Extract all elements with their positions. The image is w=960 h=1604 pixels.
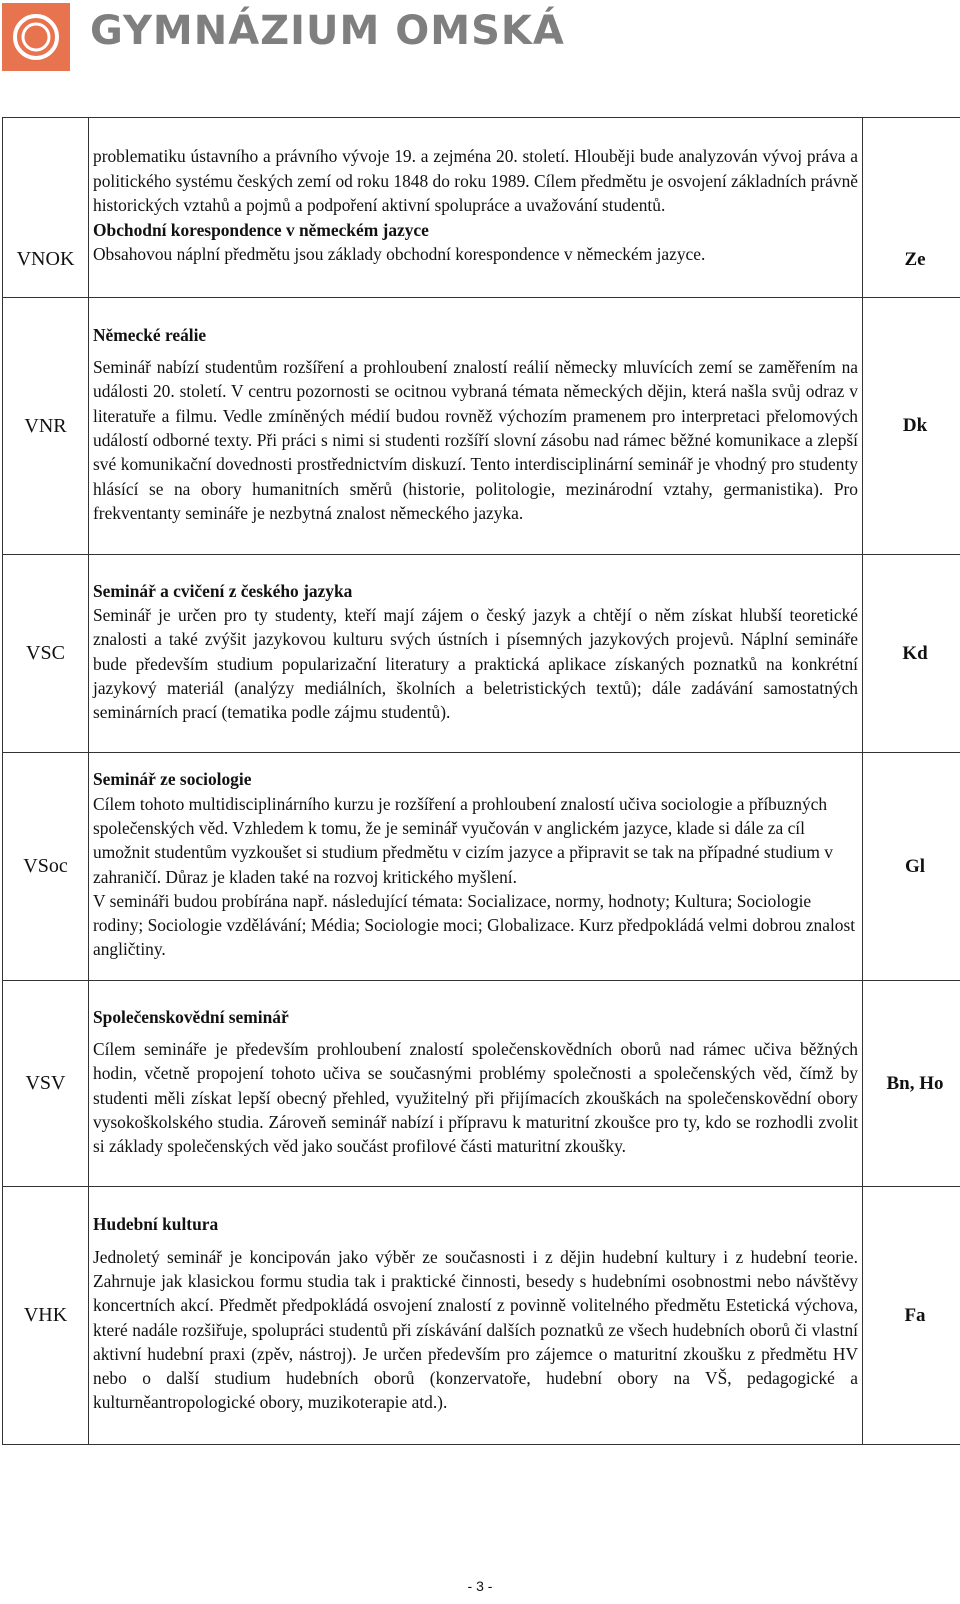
course-teacher: Dk bbox=[863, 298, 960, 555]
circle-logo-icon bbox=[2, 3, 70, 71]
school-logo bbox=[2, 3, 70, 71]
course-description bbox=[89, 555, 863, 753]
course-description bbox=[89, 118, 863, 298]
course-description bbox=[89, 981, 863, 1187]
course-code: VSoc bbox=[3, 753, 89, 981]
course-title: Seminář ze sociologie bbox=[93, 769, 252, 790]
table-row bbox=[3, 753, 960, 981]
course-code: VSV bbox=[3, 981, 89, 1187]
course-title: Obchodní korespondence v německém jazyce bbox=[93, 220, 429, 241]
school-name: GYMNÁZIUM OMSKÁ bbox=[90, 8, 565, 54]
course-description bbox=[89, 298, 863, 555]
course-text: Cílem tohoto multidisciplinárního kurzu je rozšíření a prohloubení znalostí učiva sociologie a příbuzných společenských věd. Vzhledem k tomu, že je seminář vyučován v anglickém jazyce, klade si dále za cíl umožnit studentům vyzkoušet si studium předmětu v cizím jazyce a připravit se tak na případné studium v zahraničí. Důraz je kladen také na rozvoj kritického myšlení. bbox=[93, 793, 833, 887]
course-text: Seminář je určen pro ty studenty, kteří mají zájem o český jazyk a chtějí o něm získat hlubší teoretické znalosti a také zvýšit jazykovou kulturu svých ústních i písemných jazykových projevů. Náplní semináře bude především studium popularizační literatury a praktická aplikace získaných poznatků na konkrétní jazykový materiál (analýzy mediálních, školních a beletristických textů); dále zadávání samostatných seminárních prací (tematika podle zájmu studentů). bbox=[93, 604, 858, 723]
course-description bbox=[89, 1187, 863, 1445]
course-teacher: Ze bbox=[863, 118, 960, 298]
course-code: VNR bbox=[3, 298, 89, 555]
course-teacher: Fa bbox=[863, 1187, 960, 1445]
course-description bbox=[89, 753, 863, 981]
course-title: Hudební kultura bbox=[93, 1214, 219, 1235]
course-text: V semináři budou probírána např. následující témata: Socializace, normy, hodnoty; Kultura; Sociologie rodiny; Sociologie vzdělávání; Média; Sociologie moci; Globalizace. Kurz předpokládá velmi dobrou znalost angličtiny. bbox=[93, 890, 856, 960]
course-code: VNOK bbox=[3, 118, 89, 298]
table-row bbox=[3, 118, 960, 298]
course-title: Seminář a cvičení z českého jazyka bbox=[93, 580, 353, 601]
table-row bbox=[3, 981, 960, 1187]
course-text: Cílem semináře je především prohloubení znalostí společenskovědních oborů nad rámec učiva běžných hodin, včetně propojení tohoto učiva se současnými problémy společnosti a společenských věd, čímž by studenti měli získat lepší obecný přehled, využitelný při přijímacích zkouškách na společenskovědní obory vysokoškolského studia. Zároveň seminář nabízí i přípravu k maturitní zkoušce pro ty, kdo se rozhodli zvolit si základy společenských věd jako součást profilové části maturitní zkoušky. bbox=[93, 1038, 858, 1157]
course-text: Jednoletý seminář je koncipován jako výběr ze současnosti i z dějin hudební kultury i z hudební teorie. Zahrnuje jak klasickou formu studia tak i praktické činnosti, besedy s hudebními osobnostmi nebo návštěvy koncertních akcí. Předmět předpokládá osvojení znalostí z povinně volitelného předmětu Estetická výchova, které nadále rozšiřuje, spolupráci studentů při získávání dalších poznatků ze všech hudebních oborů či vlastní aktivní hudební praxi (zpěv, nástroj). Je určen především pro zájemce o maturitní zkoušku z předmětu HV nebo o další studium hudebních oborů (konzervatoře, hudební obory na VŠ, pedagogické a kulturněantropologické obory, muzikoterapie atd.). bbox=[93, 1246, 858, 1413]
table-row bbox=[3, 555, 960, 753]
course-code: VSC bbox=[3, 555, 89, 753]
course-text: Obsahovou náplní předmětu jsou základy obchodní korespondence v německém jazyce. bbox=[93, 244, 706, 265]
page-header bbox=[0, 0, 960, 80]
course-text: Seminář nabízí studentům rozšíření a prohloubení znalostí reálií německy mluvících zemí se zaměřením na události 20. století. V centru pozornosti se ocitnou vybraná témata německých dějin, která našla svůj odraz v literatuře a filmu. Vedle zmíněných médií budou rovněž výchozím pramenem pro interpretaci přelomových událostí odborné texty. Při práci s nimi si studenti rozšíří slovní zásobu nad rámec běžné komunikace a zlepší své komunikační dovednosti prostřednictvím diskuzí. Tento interdisciplinární seminář je vhodný pro studenty hlásící se na obory humanitních směrů (historie, politologie, mezinárodní vztahy, germanistika). Pro frekventanty semináře je nezbytná znalost německého jazyka. bbox=[93, 357, 858, 523]
course-title: Společenskovědní seminář bbox=[93, 1006, 289, 1027]
page-number: - 3 - bbox=[467, 1578, 493, 1594]
course-code: VHK bbox=[3, 1187, 89, 1445]
course-text: problematiku ústavního a právního vývoje 19. a zejména 20. století. Hlouběji bude analyzován vývoj práva a politického systému českých zemí od roku 1848 do roku 1989. Cílem předmětu je osvojení základních právně historických vztahů a pojmů a podpoření aktivní spolupráce a uvažování studentů. bbox=[93, 146, 859, 215]
course-teacher: Bn, Ho bbox=[863, 981, 960, 1187]
course-teacher: Kd bbox=[863, 555, 960, 753]
course-teacher: Gl bbox=[863, 753, 960, 981]
table-row bbox=[3, 298, 960, 555]
course-table bbox=[2, 117, 960, 1445]
table-row bbox=[3, 1187, 960, 1445]
course-title: Německé reálie bbox=[93, 324, 207, 345]
